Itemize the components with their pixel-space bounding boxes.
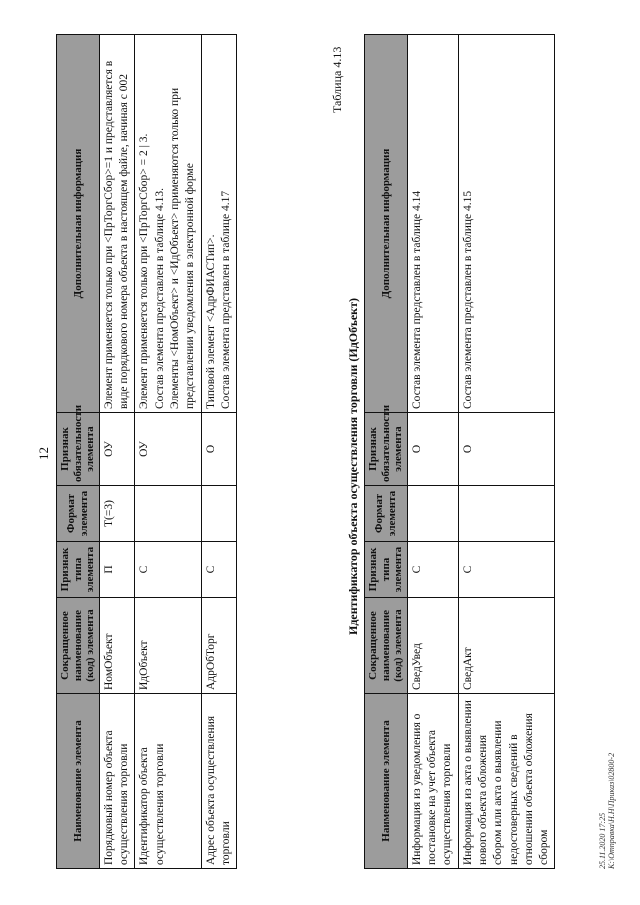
- header-format: Формат элемента: [365, 486, 408, 542]
- header-required: Признак обязательности элемента: [57, 413, 100, 486]
- header-row: [57, 35, 100, 869]
- element-name-cell: Адрес объекта осуществления торговли: [201, 694, 237, 869]
- table-row: [135, 35, 201, 869]
- file-stamp: [598, 753, 616, 869]
- element-format-cell: [458, 486, 555, 542]
- stamp-datetime: 25.11.2020 17:25: [598, 812, 607, 869]
- header-code: Сокращенное наименование (код) элемента: [57, 598, 100, 694]
- element-code-cell: ИдОбъект: [135, 598, 201, 694]
- table-label: Таблица 4.13: [330, 46, 344, 113]
- element-info-cell: [135, 35, 201, 413]
- element-name-cell: Порядковый номер объекта осуществления торговли: [99, 694, 135, 869]
- element-required-cell: О: [201, 413, 237, 486]
- header-info: Дополнительная информация: [57, 35, 100, 413]
- info-line: Состав элемента представлен в таблице 4.15: [461, 190, 474, 409]
- header-type: Признак типа элемента: [57, 542, 100, 598]
- page-number: 12: [36, 447, 51, 460]
- header-info: Дополнительная информация: [365, 35, 408, 413]
- header-name: Наименование элемента: [365, 694, 408, 869]
- header-name: Наименование элемента: [57, 694, 100, 869]
- element-type-cell: С: [201, 542, 237, 598]
- element-info-cell: [458, 35, 555, 413]
- element-name-cell: Информация из уведомления о постановке на учет объекта осуществления торговли: [407, 694, 458, 869]
- info-line: Элементы <НомОбъект> и <ИдОбъект> применяются только при представлении уведомления в электронной форме: [169, 87, 197, 409]
- element-code-cell: СведАкт: [458, 598, 555, 694]
- info-line: Элемент применяется только при <ПрТоргСбор> = 2 | 3.: [138, 133, 151, 409]
- element-format-cell: T(=3): [99, 486, 135, 542]
- stamp-path: К:\Отправка\Н.Н\Приказ\02800-2: [607, 752, 616, 869]
- info-line: Элемент применяется только при <ПрТоргСбор>=1 и представляется в виде порядкового номера объекта в настоящем файле, начиная с 002: [102, 60, 131, 409]
- element-type-cell: С: [458, 542, 555, 598]
- element-required-cell: ОУ: [99, 413, 135, 486]
- header-code: Сокращенное наименование (код) элемента: [365, 598, 408, 694]
- element-type-cell: С: [407, 542, 458, 598]
- element-format-cell: [407, 486, 458, 542]
- element-required-cell: О: [458, 413, 555, 486]
- element-info-cell: [201, 35, 237, 413]
- element-type-cell: С: [135, 542, 201, 598]
- element-required-cell: О: [407, 413, 458, 486]
- header-format: Формат элемента: [57, 486, 100, 542]
- table-row: [201, 35, 237, 869]
- element-info-cell: [407, 35, 458, 413]
- elements-table: [56, 34, 237, 869]
- element-format-cell: [135, 486, 201, 542]
- element-format-cell: [201, 486, 237, 542]
- element-required-cell: ОУ: [135, 413, 201, 486]
- info-line: Состав элемента представлен в таблице 4.17: [219, 190, 232, 409]
- info-line: Состав элемента представлен в таблице 4.14: [410, 190, 423, 409]
- element-name-cell: Информация из акта о выявлении нового объекта обложения сбором или акта о выявлении недостоверных сведений в отношении объекта обложения сбором: [458, 694, 555, 869]
- element-name-cell: Идентификатор объекта осуществления торговли: [135, 694, 201, 869]
- header-type: Признак типа элемента: [365, 542, 408, 598]
- table-row: [458, 35, 555, 869]
- info-line: Типовой элемент <АдрФИАСТип>.: [204, 234, 217, 409]
- table-row: [99, 35, 135, 869]
- identifier-table: [364, 34, 555, 869]
- element-code-cell: СведУвед: [407, 598, 458, 694]
- info-line: Состав элемента представлен в таблице 4.13.: [153, 187, 166, 409]
- element-info-cell: [99, 35, 135, 413]
- table-row: [407, 35, 458, 869]
- element-code-cell: АдрОбТорг: [201, 598, 237, 694]
- header-row: [365, 35, 408, 869]
- element-code-cell: НомОбъект: [99, 598, 135, 694]
- table-title: Идентификатор объекта осуществления торговли (ИдОбъект): [346, 298, 360, 635]
- header-required: Признак обязательности элемента: [365, 413, 408, 486]
- element-type-cell: П: [99, 542, 135, 598]
